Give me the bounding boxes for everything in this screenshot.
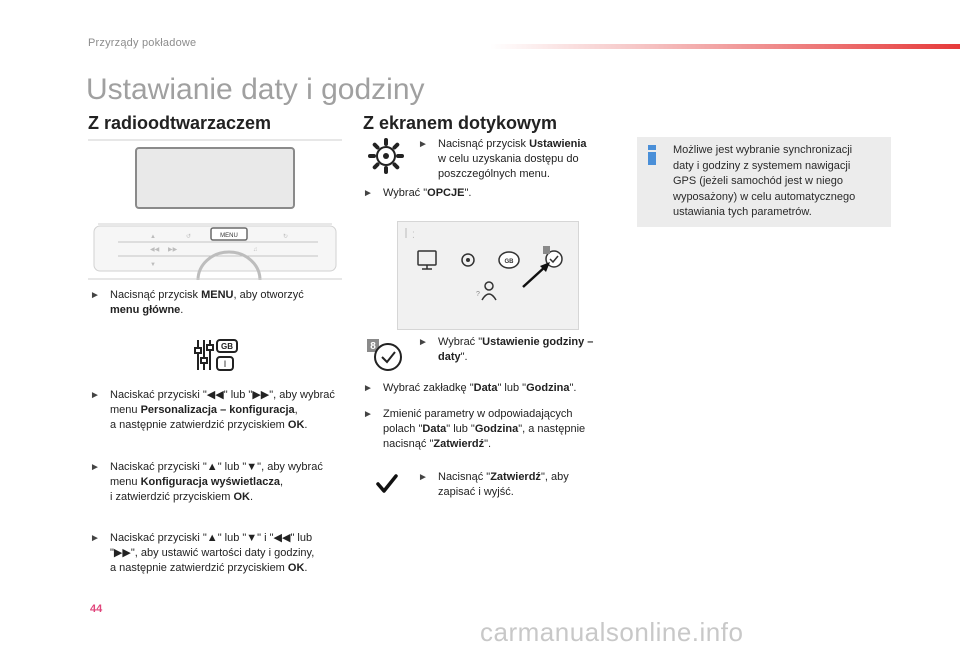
left-step-4: ► Naciskać przyciski "▲" lub "▼" i "◀◀" lub "▶▶", aby ustawić wartości daty i godziny, a następnie zatwierdzić przyciskiem OK.: [90, 532, 315, 574]
screen-gb-label: GB: [504, 259, 514, 265]
svg-text:◀◀: ◀◀: [150, 247, 160, 253]
gb-label: GB: [221, 342, 233, 351]
section-label: Przyrządy pokładowe: [88, 37, 197, 49]
svg-text:▲: ▲: [150, 234, 156, 240]
svg-text:?: ?: [476, 291, 480, 298]
left-step-1: ► Nacisnąć przycisk MENU, aby otworzyć menu główne.: [90, 289, 304, 316]
svg-text:↻: ↻: [283, 234, 289, 240]
svg-text:I: I: [223, 359, 227, 369]
left-heading: Z radioodtwarzaczem: [88, 113, 272, 133]
settings-sliders-gb-icon: [193, 338, 239, 372]
left-step-3: ► Naciskać przyciski "▲" lub "▼", aby wybrać menu Konfiguracja wyświetlacza, i zatwierdzić przyciskiem OK.: [90, 461, 323, 503]
right-heading: Z ekranem dotykowym: [363, 113, 558, 133]
touchscreen-options-illustration: [397, 221, 579, 330]
watermark: carmanualsonline.info: [480, 617, 744, 647]
confirm-check-icon: [376, 474, 398, 494]
header-accent-bar: [490, 44, 960, 49]
right-step-3: ► Wybrać "Ustawienie godziny – daty".: [418, 336, 594, 363]
right-step-1: ► Nacisnąć przycisk Ustawienia w celu uzyskania dostępu do poszczególnych menu.: [418, 138, 587, 180]
date-time-setting-icon: [366, 338, 406, 372]
radio-menu-button-label: MENU: [220, 233, 238, 239]
settings-gear-icon: [367, 137, 405, 175]
right-step-2: ► Wybrać "OPCJE".: [363, 187, 472, 199]
svg-text:▶▶: ▶▶: [168, 247, 178, 253]
left-step-2: ► Naciskać przyciski "◀◀" lub "▶▶", aby wybrać menu Personalizacja – konfiguracja, a następnie zatwierdzić przyciskiem OK.: [90, 389, 335, 431]
page-title: Ustawianie daty i godziny: [86, 73, 425, 106]
svg-text:▼: ▼: [150, 262, 156, 268]
right-step-4: ► Wybrać zakładkę "Data" lub "Godzina".: [363, 382, 577, 394]
info-text: Możliwe jest wybranie synchronizacji daty i godziny z systemem nawigacji GPS (jeżeli samochód jest w niego wyposażony) w celu automatycznego ustawiania tych parametrów.: [673, 144, 856, 218]
info-icon: [648, 145, 656, 165]
svg-text:⁚: ⁚: [412, 230, 415, 240]
screen-badge: 8: [370, 341, 376, 352]
right-step-5: ► Zmienić parametry w odpowiadających polach "Data" lub "Godzina", a następnie nacisnąć "Zatwierdź".: [363, 408, 586, 450]
right-step-6: ► Nacisnąć "Zatwierdź", aby zapisać i wyjść.: [418, 471, 569, 498]
page-number: 44: [90, 603, 103, 615]
svg-text:♫: ♫: [253, 247, 258, 253]
svg-text:↺: ↺: [186, 234, 192, 240]
radio-panel-illustration: [88, 138, 342, 280]
